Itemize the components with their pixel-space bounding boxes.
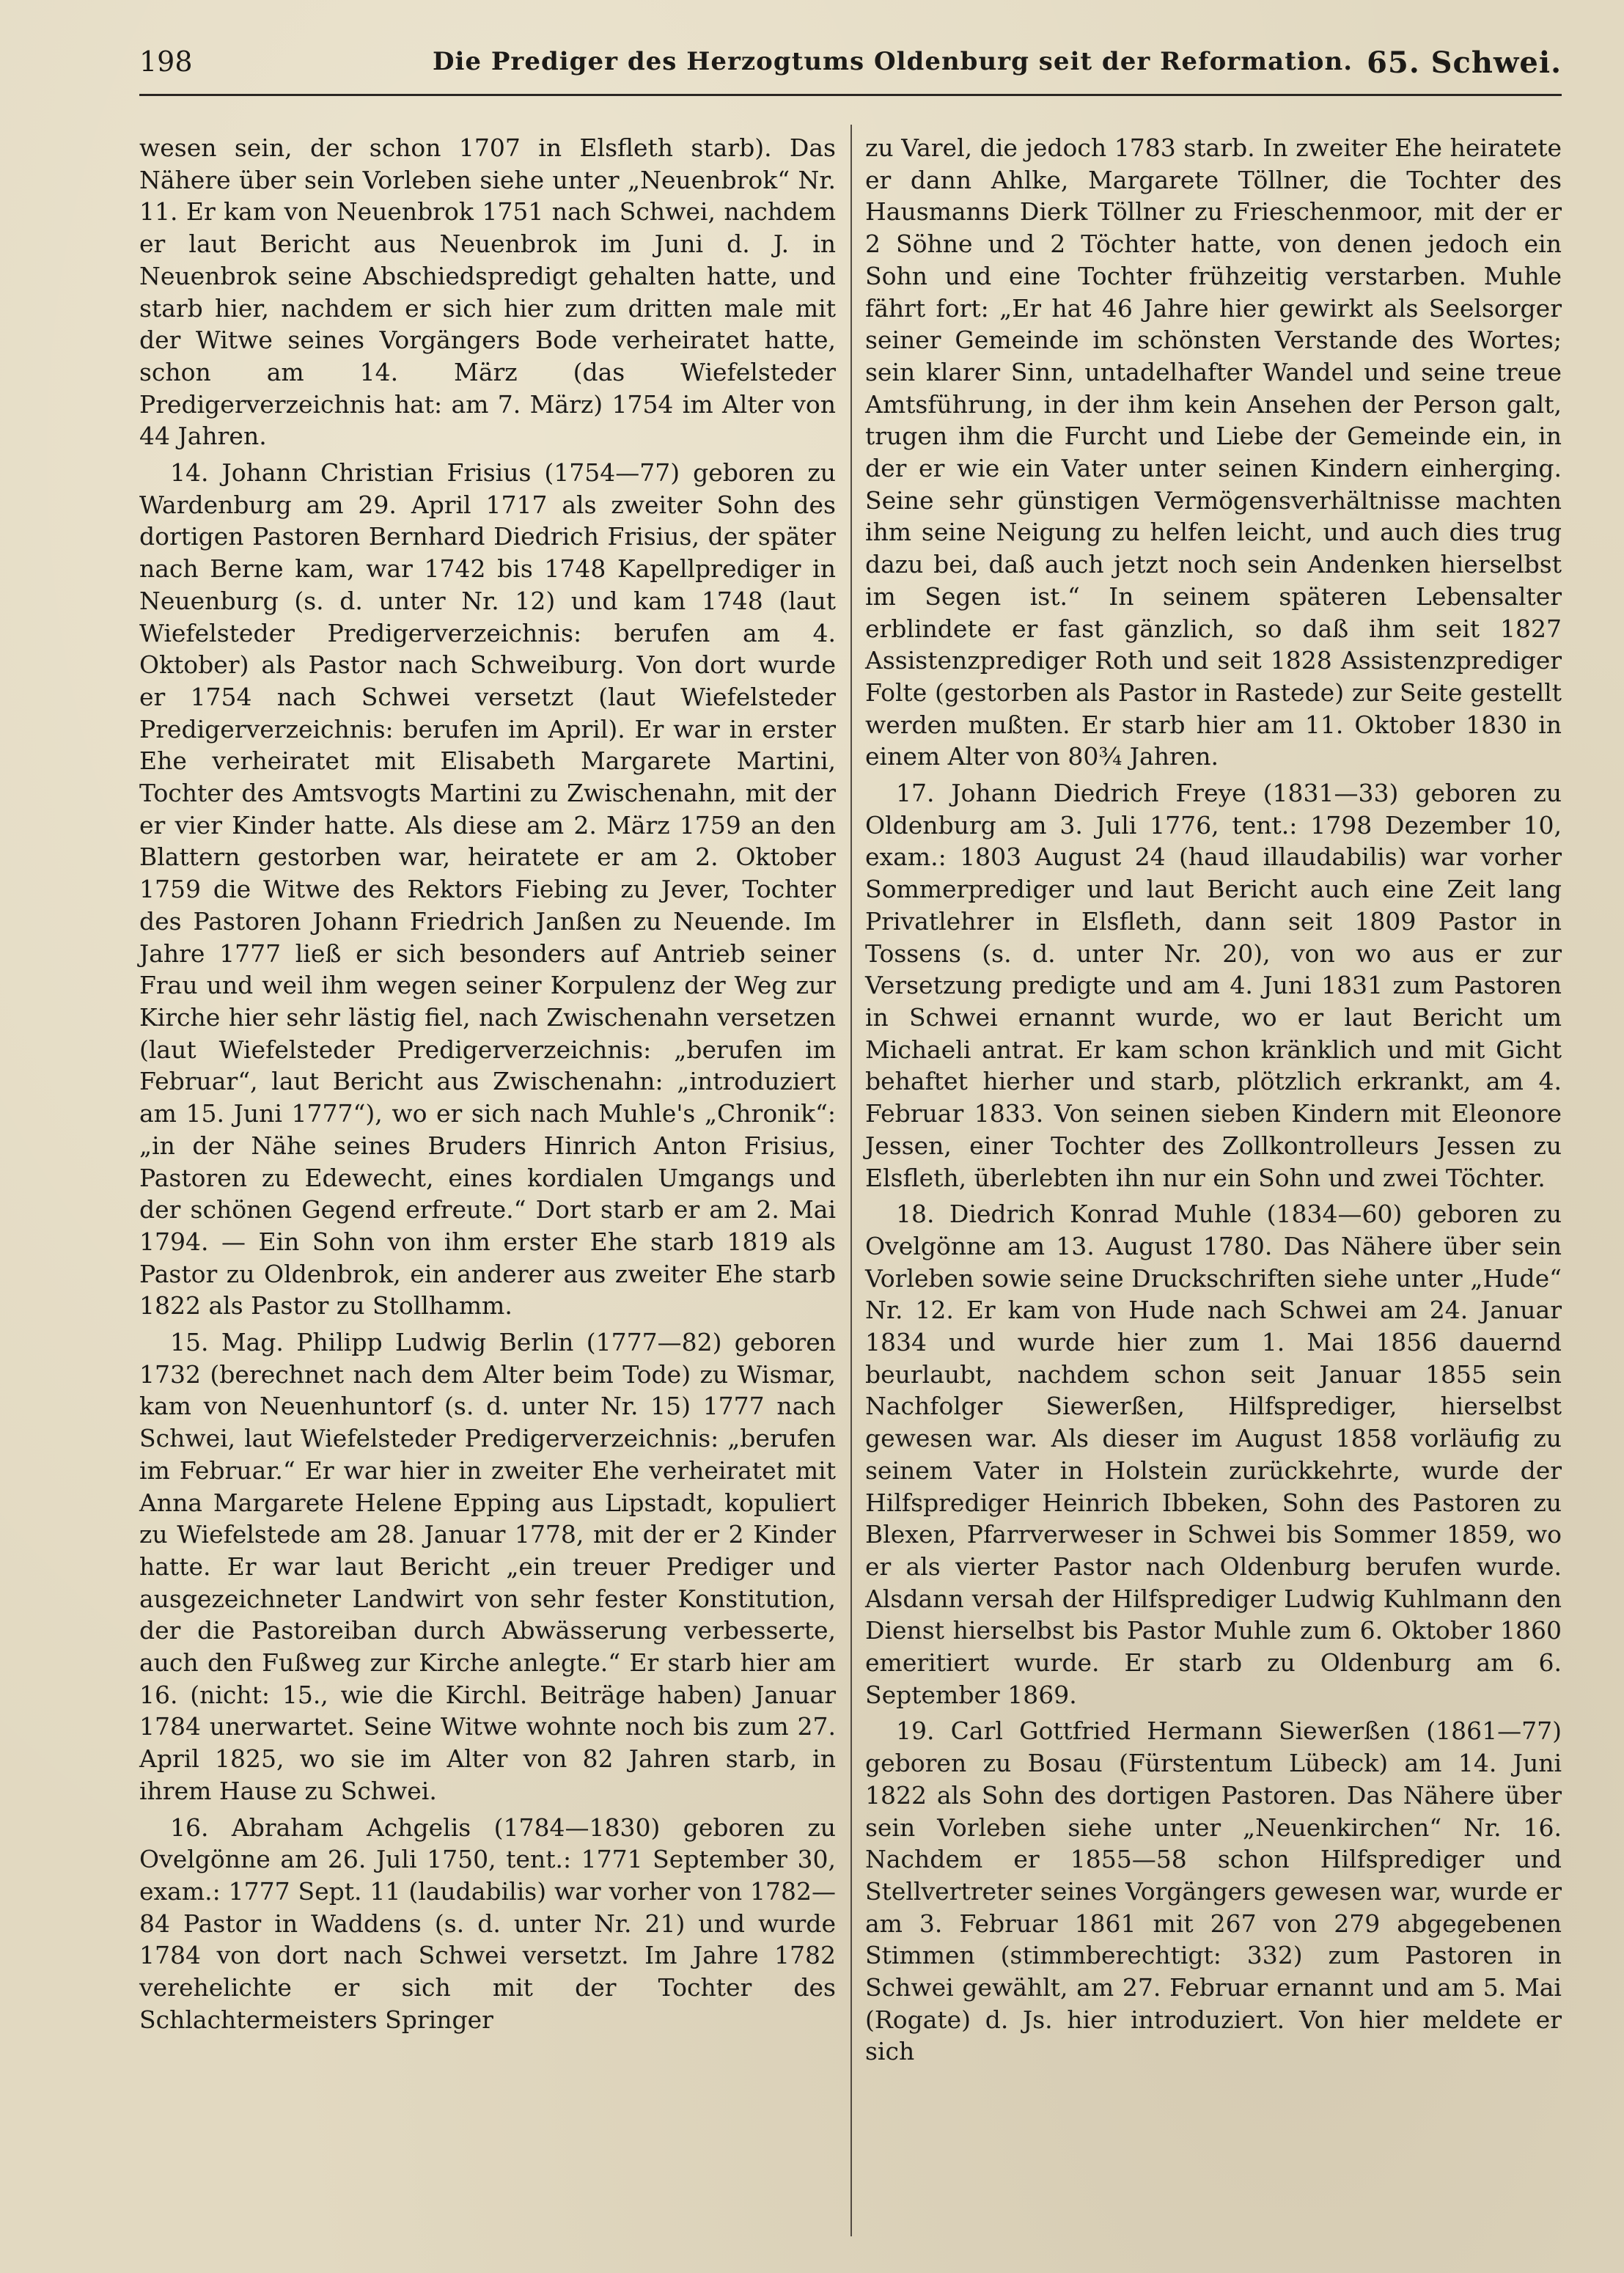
paragraph: zu Varel, die jedoch 1783 starb. In zweiter Ehe heiratete er dann Ahlke, Margarete Töllner, die Tochter des Hausmanns Dierk Töllner zu Frieschenmoor, mit der er 2 Söhne und 2 Töchter hatte, von denen jedoch ein Sohn und eine Tochter frühzeitig verstarben. Muhle fährt fort: „Er hat 46 Jahre hier gewirkt als Seelsorger seiner Gemeinde im schönsten Verstande des Wortes; sein klarer Sinn, untadelhafter Wandel und seine treue Amtsführung, in der ihm kein Ansehen der Person galt, trugen ihm die Furcht und Liebe der Gemeinde ein, in der er wie ein Vater unter seinen Kindern einherging. Seine sehr günstigen Vermögensverhältnisse machten ihm seine Neigung zu helfen leicht, und auch dies trug dazu bei, daß auch jetzt noch sein Andenken hierselbst im Segen ist.“ In seinem späteren Lebensalter erblindete er fast gänzlich, so daß ihm seit 1827 Assistenzprediger Roth und seit 1828 Assistenzprediger Folte (gestorben als Pastor in Rastede) zur Seite gestellt werden mußten. Er starb hier am 11. Oktober 1830 in einem Alter von 80¾ Jahren. <box>865 133 1562 771</box>
paragraph: wesen sein, der schon 1707 in Elsfleth starb). Das Nähere über sein Vorleben siehe unter „Neuenbrok“ Nr. 11. Er kam von Neuenbrok 1751 nach Schwei, nachdem er laut Bericht aus Neuenbrok im Juni d. J. in Neuenbrok seine Abschiedspredigt gehalten hatte, und starb hier, nachdem er sich hier zum dritten male mit der Witwe seines Vorgängers Bode verheiratet hatte, schon am 14. März (das Wiefelsteder Predigerverzeichnis hat: am 7. März) 1754 im Alter von 44 Jahren. <box>139 133 836 451</box>
left-column <box>139 132 836 2035</box>
paragraph: 16. Abraham Achgelis (1784—1830) geboren zu Ovelgönne am 26. Juli 1750, tent.: 1771 September 30, exam.: 1777 Sept. 11 (laudabilis) war vorher von 1782—84 Pastor in Waddens (s. d. unter Nr. 21) und wurde 1784 von dort nach Schwei versetzt. Im Jahre 1782 verehelichte er sich mit der Tochter des Schlachtermeisters Springer <box>139 1813 836 2034</box>
paragraph: 15. Mag. Philipp Ludwig Berlin (1777—82) geboren 1732 (berechnet nach dem Alter beim Tode) zu Wismar, kam von Neuenhuntorf (s. d. unter Nr. 15) 1777 nach Schwei, laut Wiefelsteder Predigerverzeichnis: „berufen im Februar.“ Er war hier in zweiter Ehe verheiratet mit Anna Margarete Helene Epping aus Lipstadt, kopuliert zu Wiefelstede am 28. Januar 1778, mit der er 2 Kinder hatte. Er war laut Bericht „ein treuer Prediger und ausgezeichneter Landwirt von sehr fester Konstitution, der die Pastoreiban durch Abwässerung verbesserte, auch den Fußweg zur Kirche anlegte.“ Er starb hier am 16. (nicht: 15., wie die Kirchl. Beiträge haben) Januar 1784 unerwartet. Seine Witwe wohnte noch bis zum 27. April 1825, wo sie im Alter von 82 Jahren starb, in ihrem Hause zu Schwei. <box>139 1328 836 1805</box>
section-heading: 65. Schwei. <box>1367 45 1562 80</box>
paragraph: 17. Johann Diedrich Freye (1831—33) geboren zu Oldenburg am 3. Juli 1776, tent.: 1798 Dezember 10, exam.: 1803 August 24 (haud illaudabilis) war vorher Sommerprediger und laut Bericht auch eine Zeit lang Privatlehrer in Elsfleth, dann seit 1809 Pastor in Tossens (s. d. unter Nr. 20), von wo aus er zur Versetzung predigte und am 4. Juni 1831 zum Pastoren in Schwei ernannt wurde, wo er laut Bericht um Michaeli antrat. Er kam schon kränklich und mit Gicht behaftet hierher und starb, plötzlich erkrankt, am 4. Februar 1833. Von seinen sieben Kindern mit Eleonore Jessen, einer Tochter des Zollkontrolleurs Jessen zu Elsfleth, überlebten ihn nur ein Sohn und zwei Töchter. <box>865 779 1562 1192</box>
column-divider <box>850 125 852 2236</box>
page-header <box>139 45 1562 89</box>
paragraph: 18. Diedrich Konrad Muhle (1834—60) geboren zu Ovelgönne am 13. August 1780. Das Nähere über sein Vorleben sowie seine Druckschriften siehe unter „Hude“ Nr. 12. Er kam von Hude nach Schwei am 24. Januar 1834 und wurde hier zum 1. Mai 1856 dauernd beurlaubt, nachdem schon seit Januar 1855 sein Nachfolger Siewerßen, Hilfsprediger, hierselbst gewesen war. Als dieser im August 1858 vorläufig zu seinem Vater in Holstein zurückkehrte, wurde der Hilfsprediger Heinrich Ibbeken, Sohn des Pastoren zu Blexen, Pfarrverweser in Schwei bis Sommer 1859, wo er als vierter Pastor nach Oldenburg berufen wurde. Alsdann versah der Hilfsprediger Ludwig Kuhlmann den Dienst hierselbst bis Pastor Muhle zum 6. Oktober 1860 emeritiert wurde. Er starb zu Oldenburg am 6. September 1869. <box>865 1200 1562 1709</box>
page-number: 198 <box>139 45 193 78</box>
paragraph: 19. Carl Gottfried Hermann Siewerßen (1861—77) geboren zu Bosau (Fürstentum Lübeck) am 14. Juni 1822 als Sohn des dortigen Pastoren. Das Nähere über sein Vorleben siehe unter „Neuenkirchen“ Nr. 16. Nachdem er 1855—58 schon Hilfsprediger und Stellvertreter seines Vorgängers gewesen war, wurde er am 3. Februar 1861 mit 267 von 279 abgegebenen Stimmen (stimmberechtigt: 332) zum Pastoren in Schwei gewählt, am 27. Februar ernannt und am 5. Mai (Rogate) d. Js. hier introduziert. Von hier meldete er sich <box>865 1716 1562 2066</box>
right-column <box>865 132 1562 2068</box>
running-title: Die Prediger des Herzogtums Oldenburg seit der Reformation. <box>433 47 1353 76</box>
paragraph: 14. Johann Christian Frisius (1754—77) geboren zu Wardenburg am 29. April 1717 als zweiter Sohn des dortigen Pastoren Bernhard Diedrich Frisius, der später nach Berne kam, war 1742 bis 1748 Kapellprediger in Neuenburg (s. d. unter Nr. 12) und kam 1748 (laut Wiefelsteder Predigerverzeichnis: berufen am 4. Oktober) als Pastor nach Schweiburg. Von dort wurde er 1754 nach Schwei versetzt (laut Wiefelsteder Predigerverzeichnis: berufen im April). Er war in erster Ehe verheiratet mit Elisabeth Margarete Martini, Tochter des Amtsvogts Martini zu Zwischenahn, mit der er vier Kinder hatte. Als diese am 2. März 1759 an den Blattern gestorben war, heiratete er am 2. Oktober 1759 die Witwe des Rektors Fiebing zu Jever, Tochter des Pastoren Johann Friedrich Janßen zu Neuende. Im Jahre 1777 ließ er sich besonders auf Antrieb seiner Frau und weil ihm wegen seiner Korpulenz der Weg zur Kirche hier sehr lästig fiel, nach Zwischenahn versetzen (laut Wiefelsteder Predigerverzeichnis: „berufen im Februar“, laut Bericht aus Zwischenahn: „introduziert am 15. Juni 1777“), wo er sich nach Muhle's „Chronik“: „in der Nähe seines Bruders Hinrich Anton Frisius, Pastoren zu Edewecht, eines kordialen Umgangs und der schönen Gegend erfreute.“ Dort starb er am 2. Mai 1794. — Ein Sohn von ihm erster Ehe starb 1819 als Pastor zu Oldenbrok, ein anderer aus zweiter Ehe starb 1822 als Pastor zu Stollhamm. <box>139 458 836 1321</box>
header-rule <box>139 94 1562 96</box>
